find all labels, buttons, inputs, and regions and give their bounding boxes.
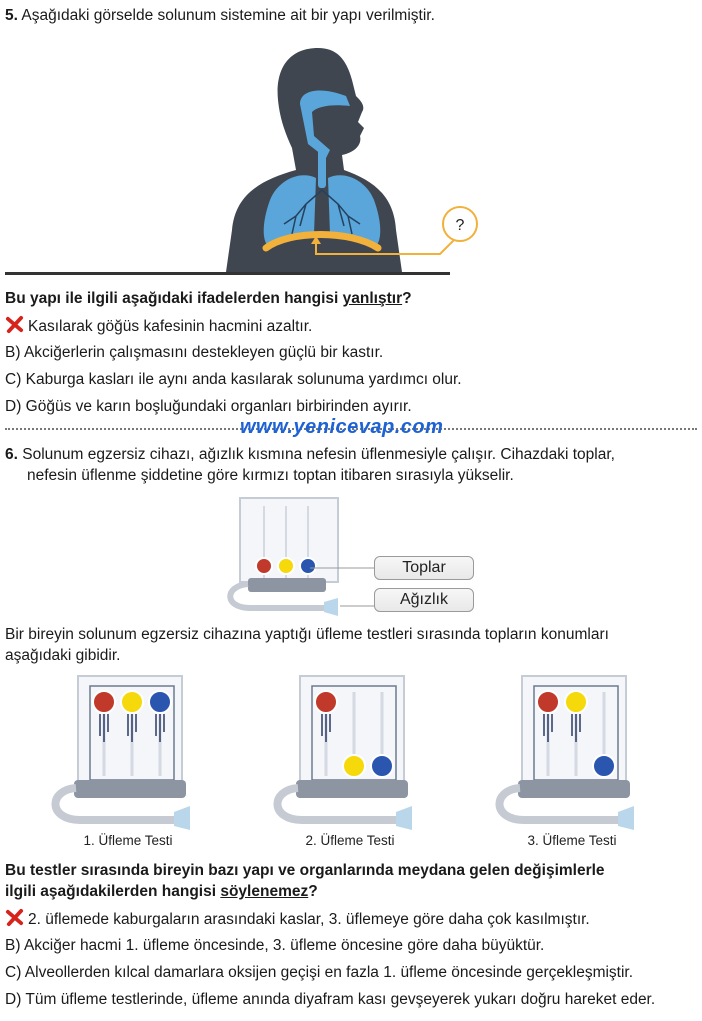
tests-row bbox=[50, 672, 650, 832]
red-ball bbox=[93, 691, 115, 713]
label-balls: Toplar bbox=[374, 556, 474, 580]
label-leaders bbox=[310, 560, 380, 612]
test-3-caption: 3. Üfleme Testi bbox=[527, 833, 617, 848]
q5-number: 5. bbox=[5, 7, 18, 24]
q5-option-a-text: Kasılarak göğüs kafesinin hacmini azaltır. bbox=[28, 318, 313, 335]
test-device-2 bbox=[272, 672, 432, 832]
q6-option-a-text: 2. üflemede kaburgaların arasındaki kaslar, 3. üflemeye göre daha çok kasılmıştır. bbox=[28, 911, 590, 928]
blue-ball bbox=[149, 691, 171, 713]
q6-intro-line1: Bir bireyin solunum egzersiz cihazına yaptığı üfleme testleri sırasında topların konumları bbox=[5, 626, 609, 643]
q6-question bbox=[5, 860, 697, 902]
q5-option-a[interactable] bbox=[5, 315, 312, 338]
mouthpiece-icon bbox=[396, 806, 412, 830]
figure-baseline bbox=[5, 272, 450, 275]
yellow-ball bbox=[121, 691, 143, 713]
red-ball bbox=[537, 691, 559, 713]
q6-option-a[interactable] bbox=[5, 908, 590, 931]
q6-option-d[interactable]: D) Tüm üfleme testlerinde, üfleme anında diyafram kası gevşeyerek yukarı doğru hareket eder. bbox=[5, 991, 656, 1008]
callout-text: ? bbox=[455, 217, 465, 234]
q6-question-suffix: ? bbox=[308, 883, 318, 900]
q6-option-c[interactable]: C) Alveollerden kılcal damarlara oksijen geçişi en fazla 1. üfleme öncesinde gerçekleşmiştir. bbox=[5, 964, 634, 981]
q6-question-key: söylenemez bbox=[220, 883, 309, 900]
q6-intro-line2: aşağıdaki gibidir. bbox=[5, 647, 121, 664]
device-base bbox=[518, 780, 630, 798]
yellow-ball bbox=[565, 691, 587, 713]
watermark: www.yenicevap.com bbox=[240, 416, 444, 438]
test-device-3 bbox=[494, 672, 654, 832]
q6-question-line1: Bu testler sırasında bireyin bazı yapı ve organlarında meydana gelen değişimlerle bbox=[5, 862, 605, 879]
blue-ball bbox=[371, 755, 393, 777]
q5-question-suffix: ? bbox=[402, 290, 412, 307]
test-1-caption: 1. Üfleme Testi bbox=[83, 833, 173, 848]
device-base bbox=[296, 780, 408, 798]
q5-option-d[interactable]: D) Göğüs ve karın boşluğundaki organları birbirinden ayırır. bbox=[5, 398, 412, 415]
test-device-1 bbox=[50, 672, 210, 832]
q5-prompt bbox=[5, 5, 435, 26]
test-2-caption: 2. Üfleme Testi bbox=[305, 833, 395, 848]
q5-option-c[interactable]: C) Kaburga kasları ile aynı anda kasılarak solunuma yardımcı olur. bbox=[5, 371, 462, 388]
respiratory-figure bbox=[0, 40, 702, 280]
q6-prompt-line1: Solunum egzersiz cihazı, ağızlık kısmına nefesin üflenmesiyle çalışır. Cihazdaki toplar, bbox=[22, 446, 615, 463]
device-base bbox=[74, 780, 186, 798]
q5-option-b[interactable]: B) Akciğerlerin çalışmasını destekleyen güçlü bir kastır. bbox=[5, 344, 384, 361]
q6-option-b[interactable]: B) Akciğer hacmi 1. üfleme öncesinde, 3. üfleme öncesine göre daha büyüktür. bbox=[5, 937, 545, 954]
mouthpiece-icon bbox=[618, 806, 634, 830]
q5-question-prefix: Bu yapı ile ilgili aşağıdaki ifadelerden hangisi bbox=[5, 290, 343, 307]
yellow-ball bbox=[278, 558, 294, 574]
wrong-cross-icon bbox=[5, 908, 24, 927]
q5-question-key: yanlıştır bbox=[342, 290, 403, 307]
q5-question bbox=[5, 288, 412, 309]
label-mouthpiece: Ağızlık bbox=[374, 588, 474, 612]
q6-number: 6. bbox=[5, 446, 18, 463]
wrong-cross-icon bbox=[5, 315, 24, 334]
q6-intro bbox=[5, 624, 697, 666]
red-ball bbox=[256, 558, 272, 574]
q6-prompt-line2: nefesin üflenme şiddetine göre kırmızı toptan itibaren sırasıyla yükselir. bbox=[27, 467, 514, 484]
red-ball bbox=[315, 691, 337, 713]
q6-question-prefix: ilgili aşağıdakilerden hangisi bbox=[5, 883, 221, 900]
mouthpiece-icon bbox=[174, 806, 190, 830]
q6-prompt bbox=[5, 444, 697, 486]
yellow-ball bbox=[343, 755, 365, 777]
blue-ball bbox=[593, 755, 615, 777]
q5-prompt-text: Aşağıdaki görselde solunum sistemine ait bir yapı verilmiştir. bbox=[21, 7, 435, 24]
